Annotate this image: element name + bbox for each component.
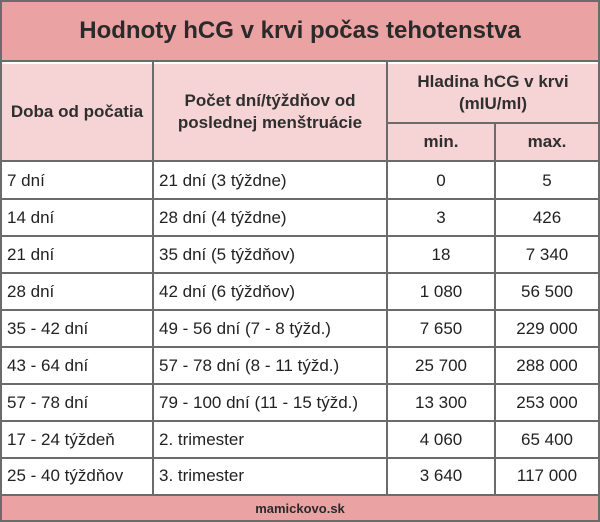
cell-since-lmp: 42 dní (6 týždňov) — [159, 281, 296, 301]
cell-since-lmp: 21 dní (3 týždne) — [159, 170, 287, 190]
column-divider — [152, 62, 154, 494]
cell-min: 3 — [436, 207, 446, 227]
row-divider — [2, 309, 598, 311]
row-divider — [2, 198, 598, 200]
column-divider — [386, 62, 388, 494]
cell-conception: 7 dní — [7, 170, 45, 190]
header-min: min. — [388, 124, 494, 160]
row-divider — [2, 383, 598, 385]
cell-max: 7 340 — [525, 244, 569, 264]
cell-since-lmp: 35 dní (5 týždňov) — [159, 244, 296, 264]
cell-max: 65 400 — [521, 429, 573, 449]
row-divider — [2, 420, 598, 422]
cell-conception: 35 - 42 dní — [7, 318, 89, 338]
cell-conception: 14 dní — [7, 207, 55, 227]
row-divider — [2, 160, 598, 162]
header-since-lmp-line2: poslednej menštruácie — [177, 113, 363, 132]
table-title: Hodnoty hCG v krvi počas tehotenstva — [2, 2, 598, 62]
row-divider — [2, 457, 598, 459]
cell-since-lmp: 3. trimester — [159, 466, 245, 485]
cell-min: 1 080 — [419, 281, 463, 301]
header-max: max. — [496, 124, 598, 160]
cell-conception: 17 - 24 týždeň — [7, 429, 115, 449]
cell-min: 18 — [431, 244, 451, 264]
cell-since-lmp: 79 - 100 dní (11 - 15 týžd.) — [159, 392, 359, 412]
cell-max: 56 500 — [521, 281, 573, 301]
cell-conception: 25 - 40 týždňov — [7, 466, 124, 485]
header-hcg-level-line2: (mIU/ml) — [459, 94, 527, 113]
cell-min: 13 300 — [415, 392, 467, 412]
cell-since-lmp: 57 - 78 dní (8 - 11 týžd.) — [159, 355, 340, 375]
cell-since-lmp: 49 - 56 dní (7 - 8 týžd.) — [159, 318, 331, 338]
cell-min: 3 640 — [419, 466, 463, 485]
row-divider — [2, 235, 598, 237]
header-since-lmp-line1: Počet dní/týždňov od — [184, 91, 356, 110]
row-divider — [386, 122, 598, 124]
cell-conception: 28 dní — [7, 281, 55, 301]
cell-since-lmp: 28 dní (4 týždne) — [159, 207, 287, 227]
header-hcg-level-line1: Hladina hCG v krvi — [417, 72, 569, 91]
cell-since-lmp: 2. trimester — [159, 429, 245, 449]
cell-max: 426 — [532, 207, 562, 227]
cell-min: 7 650 — [419, 318, 463, 338]
cell-conception: 43 - 64 dní — [7, 355, 89, 375]
cell-max: 5 — [542, 170, 552, 190]
cell-max: 253 000 — [516, 392, 578, 412]
cell-min: 0 — [436, 170, 446, 190]
row-divider — [2, 346, 598, 348]
column-divider — [494, 122, 496, 494]
cell-max: 288 000 — [516, 355, 578, 375]
row-divider — [2, 272, 598, 274]
header-conception: Doba od počatia — [2, 64, 152, 160]
header-since-lmp — [154, 64, 386, 160]
cell-max: 117 000 — [516, 466, 578, 485]
header-hcg-level — [388, 64, 598, 122]
cell-conception: 57 - 78 dní — [7, 392, 89, 412]
cell-min: 4 060 — [419, 429, 463, 449]
cell-conception: 21 dní — [7, 244, 55, 264]
cell-min: 25 700 — [415, 355, 467, 375]
footer-source: mamickovo.sk — [2, 494, 598, 520]
cell-max: 229 000 — [516, 318, 578, 338]
